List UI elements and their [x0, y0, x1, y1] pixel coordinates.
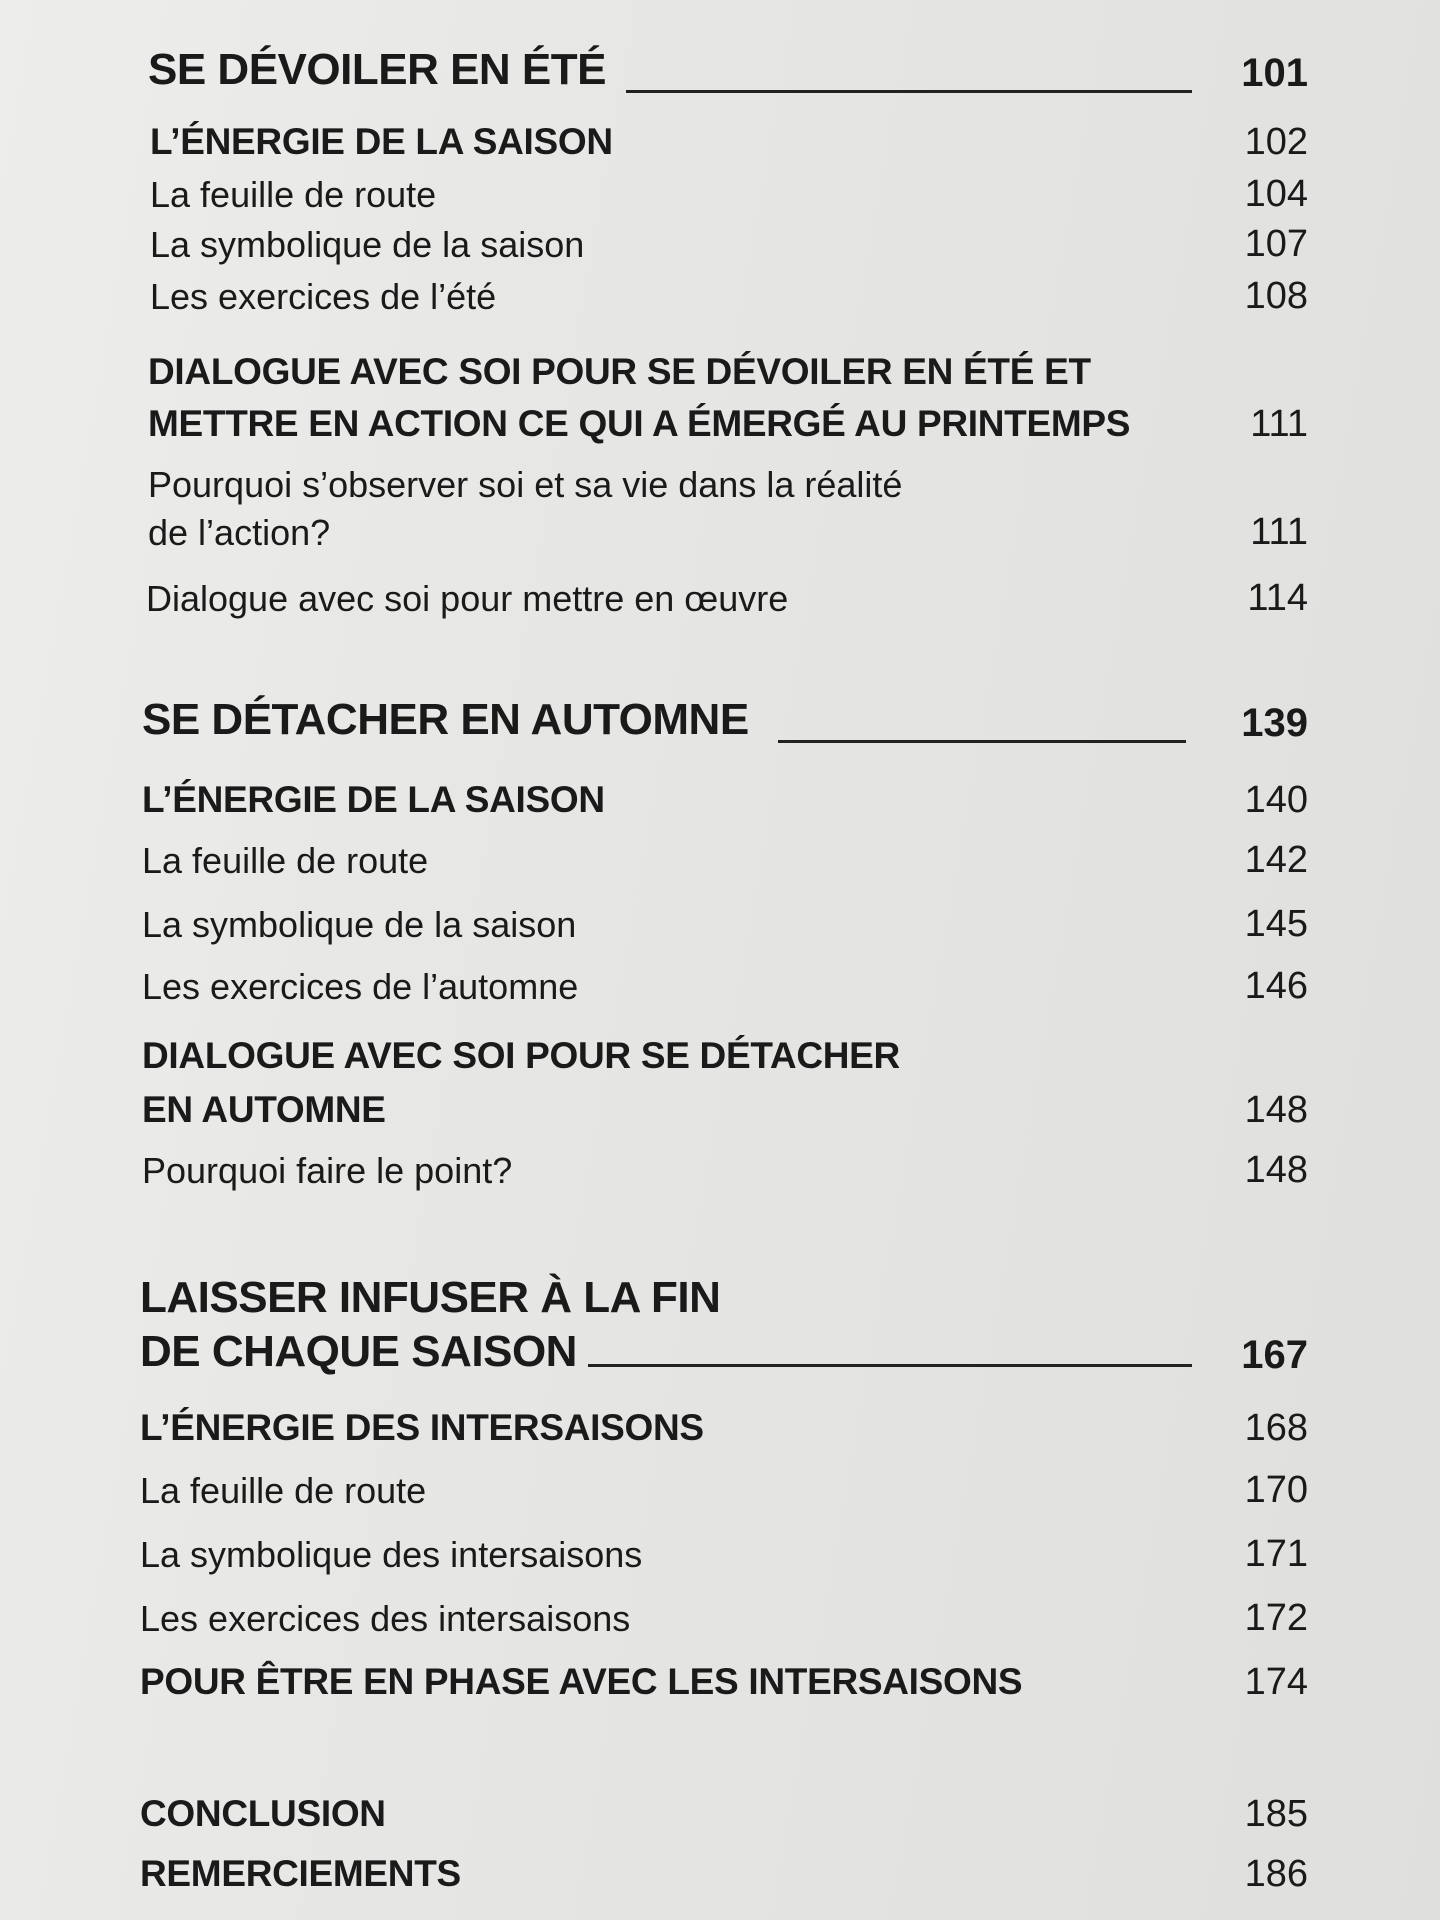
page-number: 114 [1247, 577, 1308, 620]
chapter-entry [142, 778, 1308, 822]
entry-label: Pourquoi s’observer soi et sa vie dans la réalité [148, 464, 903, 505]
entry-label: Les exercices de l’été [150, 276, 497, 317]
section-entry [150, 276, 1308, 318]
entry-label: POUR ÊTRE EN PHASE AVEC LES INTERSAISONS [140, 1661, 1023, 1702]
section-entry [142, 904, 1308, 946]
page-number: 167 [1241, 1332, 1308, 1377]
page-number: 174 [1244, 1660, 1308, 1703]
entry-label: DIALOGUE AVEC SOI POUR SE DÉVOILER EN ÉTÉ ET [148, 351, 1091, 392]
part-title: SE DÉTACHER EN AUTOMNE [142, 695, 749, 744]
section-entry [148, 512, 1308, 554]
entry-label: METTRE EN ACTION CE QUI A ÉMERGÉ AU PRINTEMPS [148, 403, 1131, 444]
page-number: 142 [1244, 839, 1308, 882]
page-number: 148 [1244, 1149, 1308, 1192]
chapter-entry [148, 402, 1308, 446]
chapter-entry [140, 1792, 1308, 1836]
entry-label: La feuille de route [142, 840, 429, 881]
entry-label: L’ÉNERGIE DE LA SAISON [142, 779, 605, 820]
page-number: 104 [1244, 173, 1308, 216]
page-number: 107 [1244, 223, 1308, 266]
page-number: 140 [1244, 778, 1308, 821]
entry-label: Dialogue avec soi pour mettre en œuvre [146, 578, 789, 619]
section-entry [150, 224, 1308, 266]
page-number: 108 [1244, 275, 1308, 318]
chapter-entry [142, 1034, 1308, 1078]
part-heading [140, 1326, 1308, 1378]
page-number: 170 [1244, 1469, 1308, 1512]
page-number: 148 [1244, 1088, 1308, 1131]
page-number: 145 [1244, 903, 1308, 946]
page-number: 185 [1244, 1792, 1308, 1835]
section-entry [148, 464, 1308, 506]
section-entry [150, 174, 1308, 216]
part-heading [148, 44, 1308, 96]
entry-label: CONCLUSION [140, 1793, 386, 1834]
page-number: 171 [1244, 1533, 1308, 1576]
entry-label: DIALOGUE AVEC SOI POUR SE DÉTACHER [142, 1035, 900, 1076]
entry-label: La symbolique des intersaisons [140, 1534, 643, 1575]
part-title: SE DÉVOILER EN ÉTÉ [148, 45, 606, 94]
page-number: 186 [1244, 1852, 1308, 1895]
page-number: 139 [1241, 700, 1308, 745]
section-entry [142, 1150, 1308, 1192]
section-entry [140, 1470, 1308, 1512]
entry-label: de l’action? [148, 512, 331, 553]
section-entry [142, 840, 1308, 882]
heading-rule [626, 90, 1192, 93]
entry-label: La feuille de route [150, 174, 437, 215]
entry-label: La symbolique de la saison [150, 224, 585, 265]
page-number: 168 [1244, 1406, 1308, 1449]
section-entry [146, 578, 1308, 620]
entry-label: L’ÉNERGIE DE LA SAISON [150, 121, 613, 162]
entry-label: Les exercices des intersaisons [140, 1598, 631, 1639]
entry-label: Pourquoi faire le point? [142, 1150, 513, 1191]
chapter-entry [148, 350, 1308, 394]
section-entry [140, 1534, 1308, 1576]
entry-label: L’ÉNERGIE DES INTERSAISONS [140, 1407, 704, 1448]
chapter-entry [140, 1852, 1308, 1896]
entry-label: Les exercices de l’automne [142, 966, 579, 1007]
heading-rule [778, 740, 1186, 743]
entry-label: La symbolique de la saison [142, 904, 577, 945]
section-entry [142, 966, 1308, 1008]
entry-label: REMERCIEMENTS [140, 1853, 461, 1894]
part-heading [142, 694, 1308, 746]
page-number: 146 [1244, 965, 1308, 1008]
chapter-entry [140, 1660, 1308, 1704]
chapter-entry [150, 120, 1308, 164]
part-title: LAISSER INFUSER À LA FIN [140, 1273, 721, 1322]
page-number: 101 [1241, 50, 1308, 95]
page-number: 172 [1244, 1597, 1308, 1640]
page-number: 111 [1250, 511, 1308, 554]
page-number: 102 [1244, 120, 1308, 163]
chapter-entry [140, 1406, 1308, 1450]
page-number: 111 [1250, 402, 1308, 445]
entry-label: EN AUTOMNE [142, 1089, 386, 1130]
heading-rule [588, 1364, 1192, 1367]
section-entry [140, 1598, 1308, 1640]
part-heading [140, 1272, 1308, 1324]
entry-label: La feuille de route [140, 1470, 427, 1511]
chapter-entry [142, 1088, 1308, 1132]
part-title: DE CHAQUE SAISON [140, 1327, 577, 1376]
